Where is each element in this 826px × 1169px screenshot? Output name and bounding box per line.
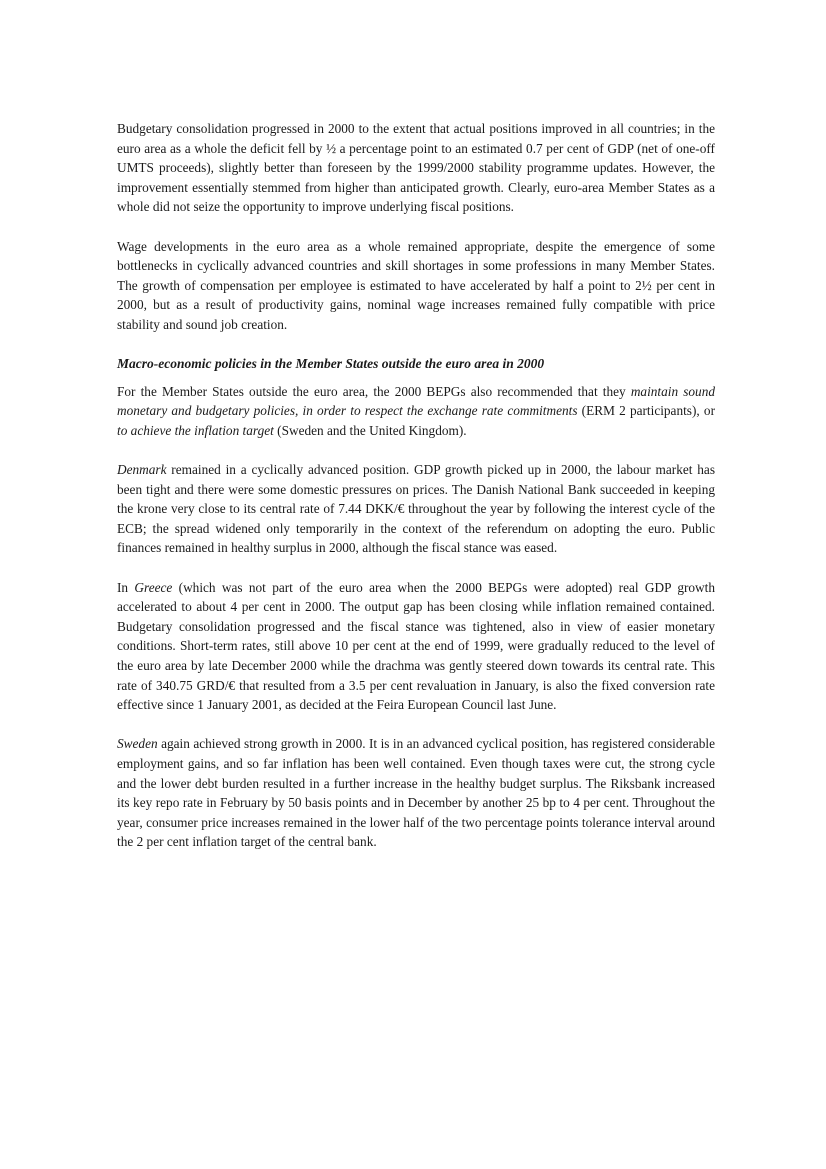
paragraph-wage-developments: Wage developments in the euro area as a whole remained appropriate, despite the emergence of some bottlenecks in cyclically advanced countries and skill shortages in some professions in many Member States. The growth of compensation per employee is estimated to have accelerated by half a point to 2½ per cent in 2000, but as a result of productivity gains, nominal wage increases remained fully compatible with price stability and sound job creation.	[117, 238, 715, 332]
greece-text: (which was not part of the euro area when the 2000 BEPGs were adopted) real GDP growth accelerated to about 4 per cent in 2000. The output gap has been closing while inflation remained contained. Budgetary consolidation progressed and the fiscal stance was tightened, also in view of easier monetary conditions. Short-term rates, still above 10 per cent at the end of 1999, were gradually reduced to the level of the euro area by late December 2000 while the drachma was gently steered down towards its central rate. This rate of 340.75 GRD/€ that resulted from a 3.5 per cent revaluation in January, is also the fixed conversion rate effective since 1 January 2001, as decided at the Feira European Council last June.	[117, 579, 716, 713]
spacer	[117, 374, 715, 382]
spacer	[117, 335, 715, 355]
intro-text-c: (ERM 2 participants), or	[577, 403, 715, 419]
spacer	[117, 441, 715, 461]
spacer	[117, 558, 715, 578]
country-name-denmark: Denmark	[117, 462, 167, 478]
sweden-text: again achieved strong growth in 2000. It is in an advanced cyclical position, has registered considerable employment gains, and so far inflation has been well contained. Even though taxes were cut, the strong cycle and the lower debt burden resulted in a further increase in the healthy budget surplus. The Riksbank increased its key repo rate in February by 50 basis points and in December by another 25 bp to 4 per cent. Throughout the year, consumer price increases remained in the lower half of the two percentage points tolerance interval around the 2 per cent inflation target of the central bank.	[117, 736, 715, 850]
greece-lead: In	[117, 579, 135, 595]
spacer	[117, 715, 715, 735]
intro-italic-inflation-target: to achieve the inflation target	[117, 422, 274, 438]
paragraph-intro	[117, 382, 715, 441]
spacer	[117, 217, 715, 237]
country-name-greece: Greece	[134, 579, 173, 595]
country-name-sweden: Sweden	[117, 736, 158, 752]
paragraph-budgetary-consolidation: Budgetary consolidation progressed in 2000 to the extent that actual positions improved in all countries; in the euro area as a whole the deficit fell by ½ a percentage point to an estimated 0.7 per cent of GDP (net of one-off UMTS proceeds), slightly better than foreseen by the 1999/2000 stability programme updates. However, the improvement essentially stemmed from higher than anticipated growth. Clearly, euro-area Member States as a whole did not seize the opportunity to improve underlying fiscal positions.	[117, 121, 715, 215]
paragraph-greece	[117, 578, 715, 715]
intro-italic-recommendation: maintain sound monetary and budgetary policies, in order to respect the exchange rate commitments	[117, 383, 715, 419]
paragraph-denmark	[117, 460, 715, 558]
section-heading: Macro-economic policies in the Member States outside the euro area in 2000	[117, 356, 545, 372]
denmark-text: remained in a cyclically advanced position. GDP growth picked up in 2000, the labour market has been tight and there were some domestic pressures on prices. The Danish National Bank succeeded in keeping the krone very close to its central rate of 7.44 DKK/€ throughout the year by following the interest cycle of the ECB; the spread widened only temporarily in the context of the referendum on adopting the euro. Public finances remained in healthy surplus in 2000, although the fiscal stance was eased.	[117, 462, 715, 556]
intro-text-e: (Sweden and the United Kingdom).	[273, 422, 467, 438]
paragraph-sweden	[117, 734, 715, 852]
intro-text-a: For the Member States outside the euro area, the 2000 BEPGs also recommended that they	[117, 383, 631, 399]
document-page	[117, 119, 715, 852]
